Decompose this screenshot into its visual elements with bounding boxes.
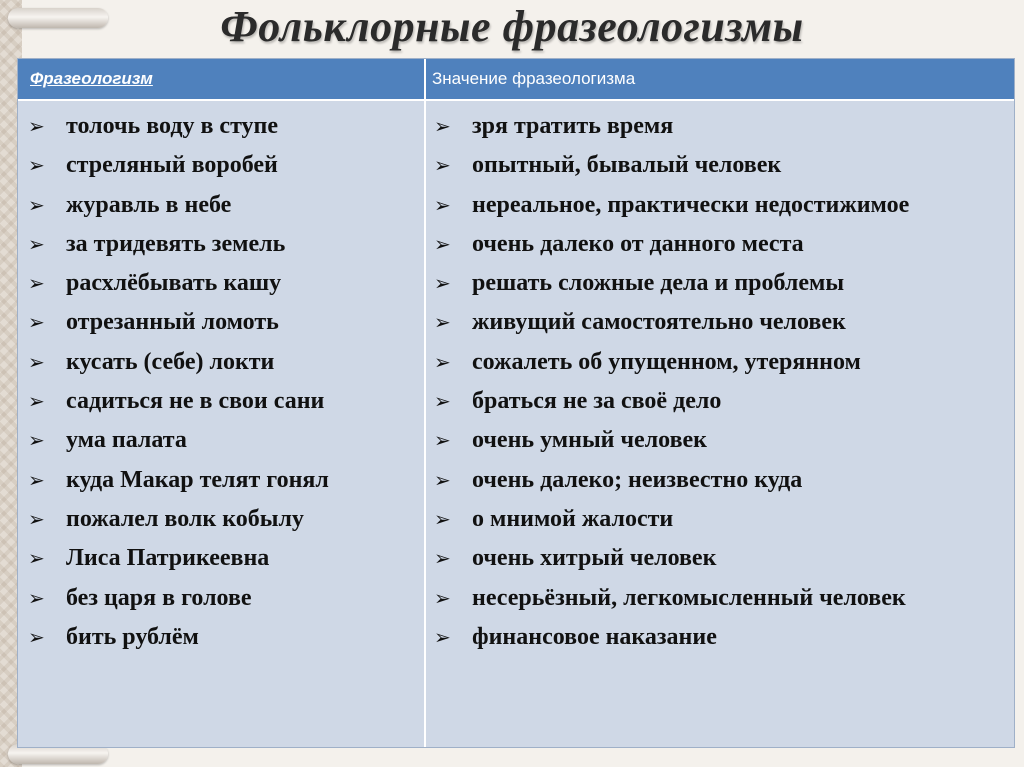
- phrase-item: [28, 504, 418, 543]
- arrowhead-bullet-icon: ➢: [434, 192, 451, 217]
- phrase-item-text: куда Макар телят гонял: [66, 466, 329, 493]
- phrase-item: [28, 111, 418, 150]
- meaning-item-text: очень умный человек: [472, 427, 708, 454]
- meaning-item-text: зря тратить время: [472, 113, 674, 139]
- arrowhead-bullet-icon: ➢: [434, 271, 451, 296]
- arrowhead-bullet-icon: ➢: [434, 546, 451, 571]
- phrase-item: [28, 150, 418, 189]
- arrowhead-bullet-icon: ➢: [28, 231, 45, 256]
- phrase-item-text: пожалел волк кобылу: [66, 505, 304, 532]
- meaning-item: [434, 307, 1012, 346]
- phrase-item-text: кусать (себе) локти: [66, 348, 275, 375]
- arrowhead-bullet-icon: ➢: [28, 310, 45, 335]
- arrowhead-bullet-icon: ➢: [28, 546, 45, 571]
- arrowhead-bullet-icon: ➢: [28, 467, 45, 492]
- meaning-item: [434, 386, 1012, 425]
- phrase-item-text: Лиса Патрикеевна: [66, 545, 270, 572]
- meaning-item-text: опытный, бывалый человек: [472, 152, 782, 179]
- phrase-item: [28, 268, 418, 307]
- phrase-item: [28, 386, 418, 425]
- arrowhead-bullet-icon: ➢: [28, 389, 45, 414]
- phrase-column: [28, 111, 418, 661]
- arrowhead-bullet-icon: ➢: [28, 624, 45, 649]
- arrowhead-bullet-icon: ➢: [434, 428, 451, 453]
- meaning-item: [434, 111, 1012, 150]
- phraseology-table: [17, 58, 1015, 748]
- arrowhead-bullet-icon: ➢: [434, 114, 451, 138]
- meaning-item: [434, 268, 1012, 307]
- arrowhead-bullet-icon: ➢: [434, 310, 451, 335]
- meaning-item: [434, 150, 1012, 189]
- meaning-item-text: финансовое наказание: [472, 623, 717, 650]
- meaning-item: [434, 504, 1012, 543]
- header-meaning: Значение фразеологизма: [432, 69, 636, 88]
- meaning-item: [434, 465, 1012, 504]
- phrase-item: [28, 583, 418, 622]
- phrase-item: [28, 465, 418, 504]
- phrase-item-text: без царя в голове: [66, 584, 252, 611]
- meaning-item-text: очень далеко от данного места: [472, 230, 804, 257]
- arrowhead-bullet-icon: ➢: [28, 192, 45, 217]
- phrase-item: [28, 229, 418, 268]
- arrowhead-bullet-icon: ➢: [28, 153, 45, 178]
- arrowhead-bullet-icon: ➢: [434, 467, 451, 492]
- phrase-item: [28, 622, 418, 661]
- phrase-item-text: за тридевять земель: [66, 230, 286, 257]
- meaning-item-text: решать сложные дела и проблемы: [472, 270, 845, 297]
- meaning-item-text: о мнимой жалости: [472, 505, 674, 532]
- phrase-item: [28, 347, 418, 386]
- phrase-item-text: садиться не в свои сани: [66, 388, 325, 415]
- meaning-item: [434, 543, 1012, 582]
- phrase-item: [28, 425, 418, 464]
- meaning-item-text: очень далеко; неизвестно куда: [472, 466, 803, 493]
- header-phrase: Фразеологизм: [30, 69, 153, 88]
- phrase-item: [28, 307, 418, 346]
- phrase-item-text: отрезанный ломоть: [66, 309, 279, 336]
- arrowhead-bullet-icon: ➢: [28, 349, 45, 374]
- arrowhead-bullet-icon: ➢: [434, 231, 451, 256]
- meaning-item-text: браться не за своё дело: [472, 388, 722, 415]
- arrowhead-bullet-icon: ➢: [434, 585, 451, 610]
- phrase-item-text: расхлёбывать кашу: [66, 270, 282, 297]
- phrase-item: [28, 190, 418, 229]
- phrase-item-text: ума палата: [66, 427, 187, 454]
- meaning-column: [434, 111, 1012, 661]
- arrowhead-bullet-icon: ➢: [434, 506, 451, 531]
- phrase-item-text: журавль в небе: [66, 191, 232, 218]
- meaning-item-text: нереальное, практически недостижимое: [472, 191, 910, 218]
- arrowhead-bullet-icon: ➢: [434, 389, 451, 414]
- arrowhead-bullet-icon: ➢: [434, 349, 451, 374]
- meaning-item: [434, 425, 1012, 464]
- meaning-item-text: очень хитрый человек: [472, 545, 717, 572]
- meaning-item-text: сожалеть об упущенном, утерянном: [472, 348, 861, 375]
- meaning-item-text: несерьёзный, легкомысленный человек: [472, 584, 906, 611]
- arrowhead-bullet-icon: ➢: [28, 271, 45, 296]
- arrowhead-bullet-icon: ➢: [28, 428, 45, 453]
- arrowhead-bullet-icon: ➢: [28, 506, 45, 531]
- phrase-item-text: стреляный воробей: [66, 152, 278, 179]
- arrowhead-bullet-icon: ➢: [434, 624, 451, 649]
- phrase-item-text: толочь воду в ступе: [66, 113, 279, 139]
- meaning-item: [434, 583, 1012, 622]
- arrowhead-bullet-icon: ➢: [28, 585, 45, 610]
- slide-title: Фольклорные фразеологизмы: [220, 2, 804, 51]
- meaning-item: [434, 190, 1012, 229]
- arrowhead-bullet-icon: ➢: [28, 114, 45, 138]
- column-divider: [424, 59, 426, 747]
- table-header: [18, 59, 1014, 101]
- meaning-item: [434, 622, 1012, 661]
- meaning-item: [434, 229, 1012, 268]
- meaning-item-text: живущий самостоятельно человек: [472, 309, 846, 336]
- phrase-item-text: бить рублём: [66, 623, 199, 650]
- meaning-item: [434, 347, 1012, 386]
- arrowhead-bullet-icon: ➢: [434, 153, 451, 178]
- phrase-item: [28, 543, 418, 582]
